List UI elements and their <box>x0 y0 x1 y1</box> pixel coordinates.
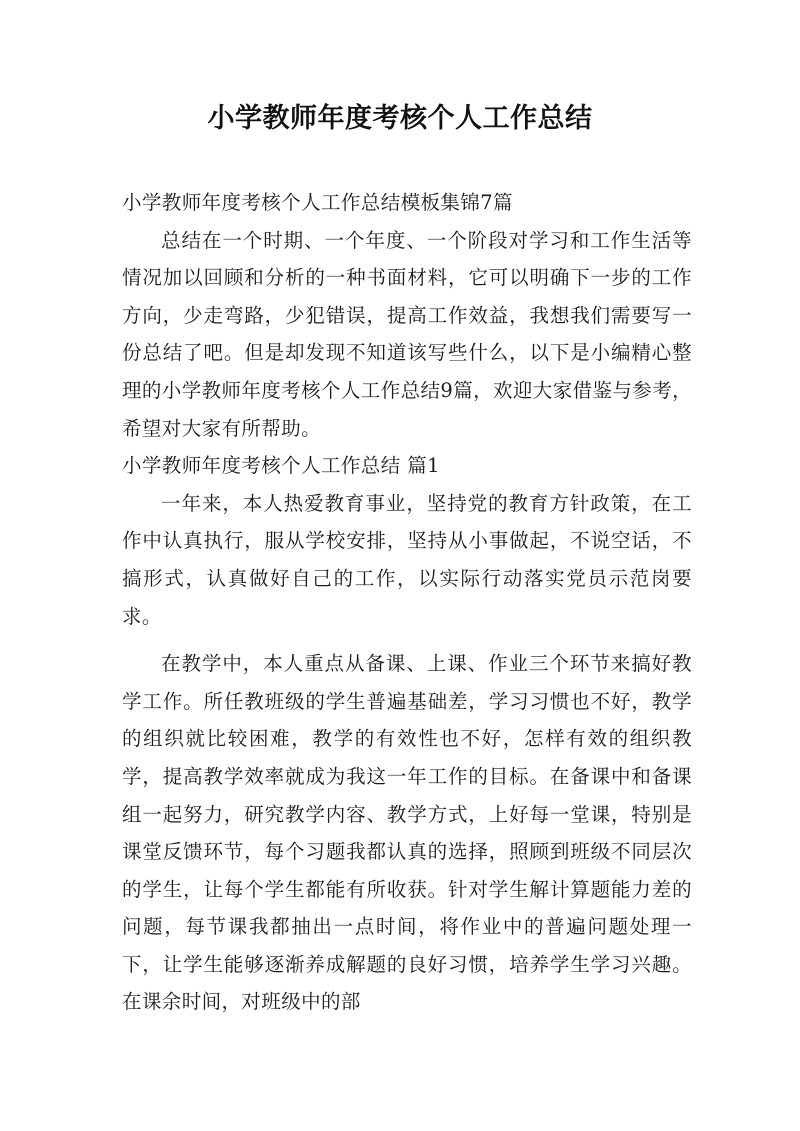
collection-subtitle: 小学教师年度考核个人工作总结模板集锦7篇 <box>122 191 513 214</box>
document-title: 小学教师年度考核个人工作总结 <box>207 103 593 134</box>
body-paragraph: 一年来，本人热爱教育事业，坚持党的教育方针政策，在工作中认真执行，服从学校安排，坚持从小事做起，不说空话，不搞形式，认真做好自己的工作，以实际行动落实党员示范岗要求。 <box>122 491 692 628</box>
body-paragraph: 在教学中，本人重点从备课、上课、作业三个环节来搞好教学工作。所任教班级的学生普遍基础差，学习习惯也不好，教学的组织就比较困难，教学的有效性也不好，怎样有效的组织教学，提高教学效率就成为我这一年工作的目标。在备课中和备课组一起努力，研究教学内容、教学方式，上好每一堂课，特别是课堂反馈环节，每个习题我都认真的选择，照顾到班级不同层次的学生，让每个学生都能有所收获。针对学生解计算题能力差的问题，每节课我都抽出一点时间，将作业中的普遍问题处理一下，让学生能够逐渐养成解题的良好习惯，培养学生学习兴趣。在课余时间，对班级中的部 <box>122 652 692 1014</box>
document-body <box>122 184 692 1021</box>
intro-paragraph: 总结在一个时期、一个年度、一个阶段对学习和工作生活等情况加以回顾和分析的一种书面材料，它可以明确下一步的工作方向，少走弯路，少犯错误，提高工作效益，我想我们需要写一份总结了吧。但是却发现不知道该写些什么，以下是小编精心整理的小学教师年度考核个人工作总结9篇，欢迎大家借鉴与参考，希望对大家有所帮助。 <box>122 228 693 440</box>
section-heading: 小学教师年度考核个人工作总结 篇1 <box>122 454 440 478</box>
